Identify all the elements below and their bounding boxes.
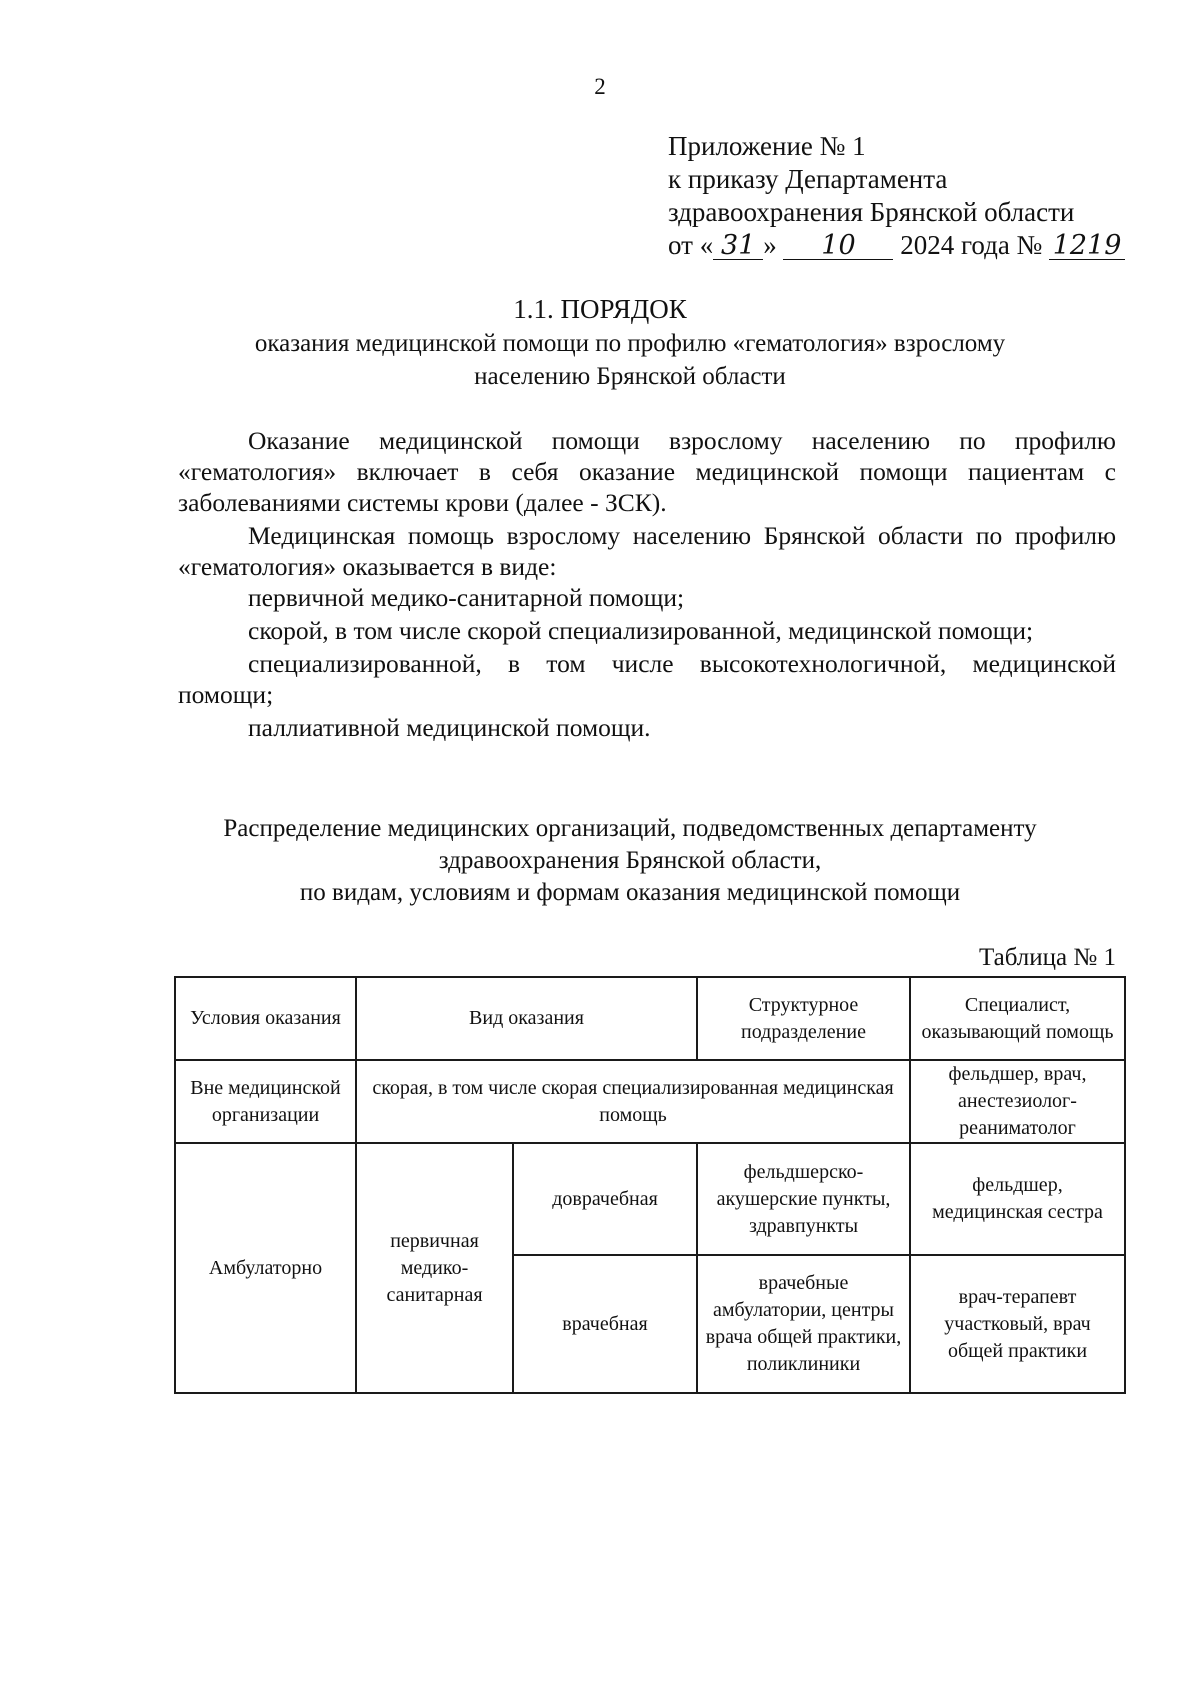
cell-outside-specialist: фельдшер, врач, анестезиолог-реаниматолог [910,1060,1125,1143]
date-prefix: от « [668,230,714,260]
paragraph-3: первичной медико-санитарной помощи; [248,583,685,612]
subtitle-line-2: населению Брянской области [474,363,786,390]
paragraph-6: паллиативной медицинской помощи. [248,713,651,742]
table-row-outside [175,1060,1125,1143]
distribution-line-3: по видам, условиям и формам оказания медицинской помощи [299,879,961,906]
header-specialist: Специалист, оказывающий помощь [910,977,1125,1060]
paragraph-4: скорой, в том числе скорой специализированной, медицинской помощи; [248,616,1034,645]
paragraph-2: Медицинская помощь взрослому населению Брянской области по профилю «гематология» оказывается в виде: [178,521,1116,581]
date-mid: » [763,230,777,260]
appendix-date-line [668,229,1125,262]
distribution-heading [160,813,1100,909]
cell-vrach-specialist: врач-терапевт участковый, врач общей практики [910,1255,1125,1393]
cell-outpatient-conditions: Амбулаторно [175,1143,356,1393]
distribution-line-1: Распределение медицинских организаций, подведомственных департаменту [223,815,1037,842]
appendix-line-3: здравоохранения Брянской области [668,197,1075,227]
document-title: 1.1. ПОРЯДОК [513,294,687,324]
cell-prevrach-form: доврачебная [513,1143,697,1255]
table-row-outpatient-1 [175,1143,1125,1255]
document-subtitle [160,327,1100,393]
cell-outpatient-type: первичная медико-санитарная [356,1143,513,1393]
cell-prevrach-unit: фельдшерско-акушерские пункты, здравпункты [697,1143,910,1255]
appendix-line-1: Приложение № 1 [668,131,866,161]
subtitle-line-1: оказания медицинской помощи по профилю «гематология» взрослому [254,330,1006,357]
paragraph-1: Оказание медицинской помощи взрослому населению по профилю «гематология» включает в себя оказание медицинской помощи пациентам с заболеваниями системы крови (далее - ЗСК). [178,426,1116,517]
appendix-line-2: к приказу Департамента [668,164,948,194]
cell-outside-conditions: Вне медицинской организации [175,1060,356,1143]
paragraph-5: специализированной, в том числе высокотехнологичной, медицинской помощи; [178,649,1116,709]
cell-vrach-unit: врачебные амбулатории, центры врача общей практики, поликлиники [697,1255,910,1393]
cell-outside-type: скорая, в том числе скорая специализированная медицинская помощь [356,1060,910,1143]
body-text [178,425,1116,743]
distribution-line-2: здравоохранения Брянской области, [438,847,822,874]
header-type: Вид оказания [356,977,697,1060]
distribution-table [174,976,1126,1394]
table-caption: Таблица № 1 [978,944,1116,971]
table-header-row [175,977,1125,1060]
appendix-header [668,130,1125,262]
cell-vrach-form: врачебная [513,1255,697,1393]
header-conditions: Условия оказания [175,977,356,1060]
handwritten-day: 31 [713,233,763,260]
year-text: 2024 года № [900,230,1043,260]
header-unit: Структурное подразделение [697,977,910,1060]
handwritten-order-number: 1219 [1049,233,1125,260]
handwritten-month: 10 [783,233,893,260]
cell-prevrach-specialist: фельдшер, медицинская сестра [910,1143,1125,1255]
page-number: 2 [594,74,606,99]
